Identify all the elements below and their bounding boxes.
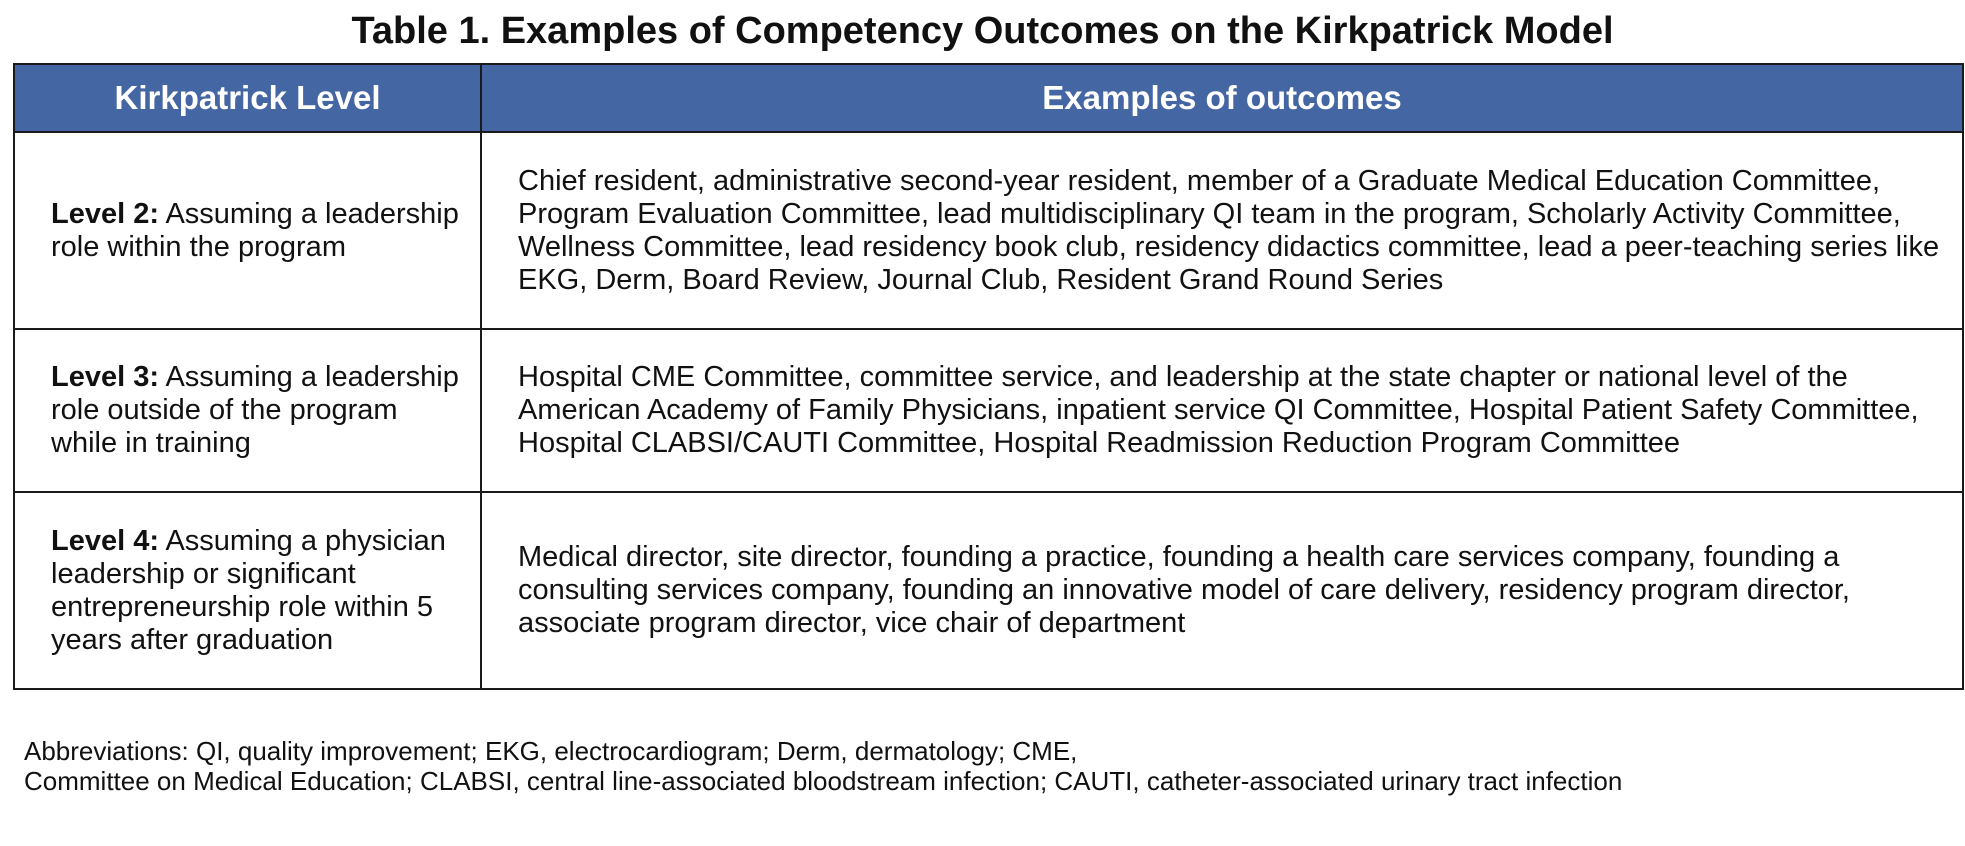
table-row [14, 492, 1963, 689]
level-cell [14, 132, 481, 329]
abbreviations-line-2: Committee on Medical Education; CLABSI, central line-associated bloodstream infection; CAUTI, catheter-associated urinary tract infection [24, 766, 1623, 796]
abbreviations-note [24, 736, 1924, 796]
level-label: Level 4: [51, 524, 159, 557]
outcomes-cell: Medical director, site director, founding a practice, founding a health care services company, founding a consulting services company, founding an innovative model of care delivery, residency program director, associate program director, vice chair of department [481, 492, 1963, 689]
competency-table [13, 63, 1964, 690]
level-description: Assuming a physician leadership or significant entrepreneurship role within 5 years after graduation [51, 524, 446, 656]
table-header-row [14, 64, 1963, 132]
table-title: Table 1. Examples of Competency Outcomes on the Kirkpatrick Model [351, 10, 1614, 52]
level-cell [14, 492, 481, 689]
header-examples-of-outcomes: Examples of outcomes [481, 64, 1963, 132]
level-description: Assuming a leadership role within the program [51, 197, 459, 263]
level-cell [14, 329, 481, 492]
level-label: Level 2: [51, 197, 159, 230]
header-kirkpatrick-level: Kirkpatrick Level [14, 64, 481, 132]
outcomes-cell: Hospital CME Committee, committee service, and leadership at the state chapter or national level of the American Academy of Family Physicians, inpatient service QI Committee, Hospital Patient Safety Committee, Hospital CLABSI/CAUTI Committee, Hospital Readmission Reduction Program Committee [481, 329, 1963, 492]
level-description: Assuming a leadership role outside of the program while in training [51, 361, 459, 459]
table-row [14, 132, 1963, 329]
level-label: Level 3: [51, 361, 159, 393]
outcomes-cell: Chief resident, administrative second-year resident, member of a Graduate Medical Education Committee, Program Evaluation Committee, lead multidisciplinary QI team in the program, Scholarly Activity Committee, Wellness Committee, lead residency book club, residency didactics committee, lead a peer-teaching series like EKG, Derm, Board Review, Journal Club, Resident Grand Round Series [481, 132, 1963, 329]
abbreviations-line-1: Abbreviations: QI, quality improvement; EKG, electrocardiogram; Derm, dermatology; CME, [24, 736, 1078, 766]
table-row [14, 329, 1963, 492]
